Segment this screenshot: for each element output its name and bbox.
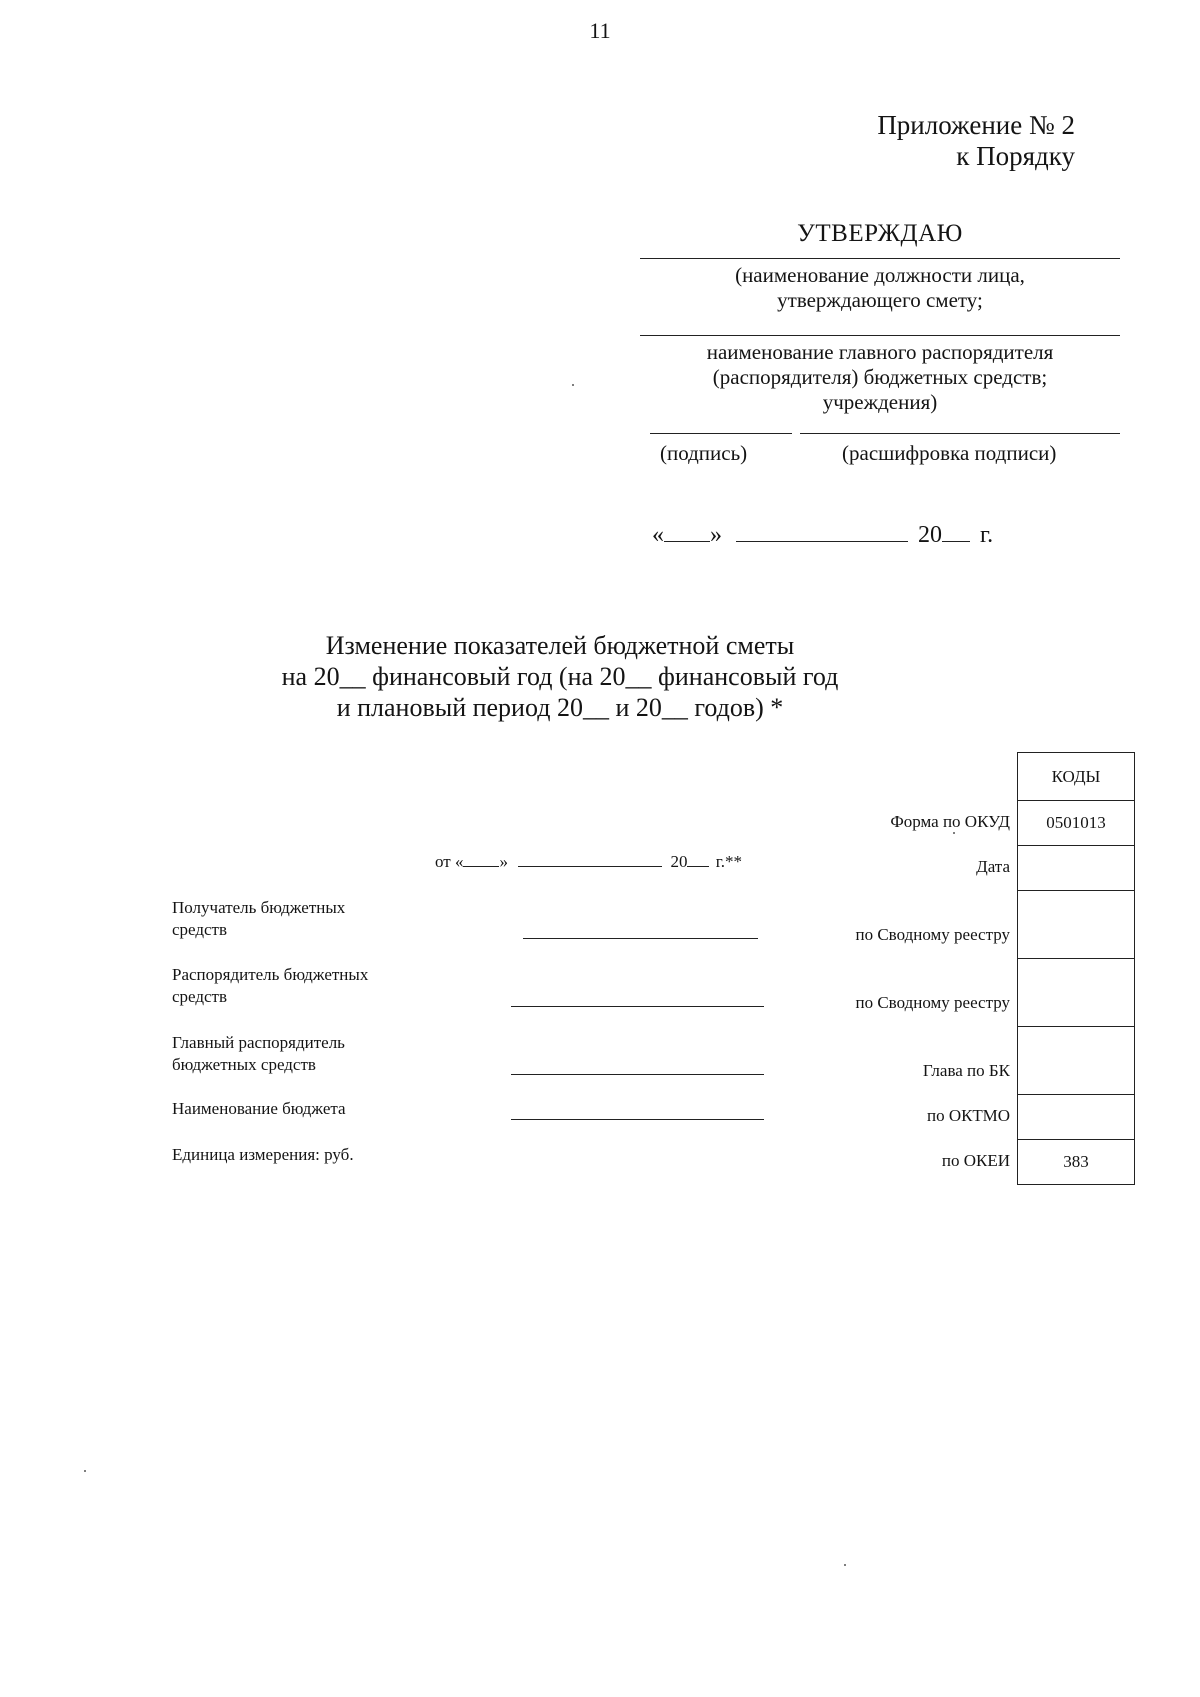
chief-distributor-code-cell	[1018, 1026, 1134, 1094]
distributor-hint-3: учреждения)	[822, 390, 938, 414]
chief-distributor-code-label: Глава по БК	[922, 1061, 1010, 1080]
chief-distributor-label-line-1: Главный распорядитель	[172, 1033, 345, 1052]
distributor-hint-1: наименование главного распорядителя	[706, 340, 1054, 364]
signature-label: (подпись)	[660, 441, 748, 465]
position-hint-1: (наименование должности лица,	[735, 263, 1025, 287]
approval-date	[652, 522, 993, 549]
signature-row	[640, 433, 1120, 493]
position-hint-2: утверждающего смету;	[777, 288, 983, 312]
form-date-year: 20	[670, 852, 688, 871]
document-title-line-3: и плановый период 20__ и 20__ годов) *	[336, 693, 784, 722]
position-line	[640, 258, 1120, 259]
distributor-label	[172, 964, 368, 1008]
form-date-suffix: г.**	[715, 852, 743, 871]
okei-code-label: по ОКЕИ	[941, 1151, 1010, 1170]
document-title-line-2: на 20__ финансовый год (на 20__ финансовый год	[281, 662, 839, 691]
approval-title: УТВЕРЖДАЮ	[797, 220, 963, 247]
okei-code-cell: 383	[1018, 1139, 1134, 1184]
okud-label: Форма по ОКУД	[890, 812, 1010, 831]
unit-label: Единица измерения: руб.	[172, 1145, 354, 1164]
scan-speck	[572, 384, 574, 386]
distributor-fill-line	[511, 1006, 764, 1007]
budget-name-label: Наименование бюджета	[172, 1099, 346, 1118]
year-blank	[942, 527, 970, 542]
date-code-cell	[1018, 845, 1134, 890]
okud-code-cell: 0501013	[1018, 800, 1134, 845]
date-year-prefix: 20	[918, 522, 942, 548]
date-close-quote: »	[710, 522, 722, 548]
chief-distributor-label	[172, 1032, 345, 1076]
distributor-label-line-2: средств	[172, 987, 228, 1006]
form-year-blank	[687, 852, 709, 867]
form-date-prefix: от «	[435, 852, 464, 871]
form-date-row	[435, 852, 742, 872]
chief-distributor-fill-line	[511, 1074, 764, 1075]
scan-speck	[84, 1470, 86, 1472]
date-label: Дата	[976, 857, 1010, 876]
recipient-code-cell	[1018, 890, 1134, 958]
recipient-fill-line	[523, 938, 758, 939]
form-month-blank	[518, 852, 662, 867]
document-title-line-1: Изменение показателей бюджетной сметы	[325, 631, 795, 660]
oktmo-code-cell	[1018, 1094, 1134, 1139]
page-number: 11	[589, 18, 611, 43]
budget-name-fill-line	[511, 1119, 764, 1120]
distributor-label-line-1: Распорядитель бюджетных	[172, 965, 369, 984]
form-date-close-quote: »	[499, 852, 508, 871]
chief-distributor-label-line-2: бюджетных средств	[172, 1055, 316, 1074]
codes-header: КОДЫ	[1051, 766, 1101, 786]
day-blank	[664, 527, 710, 542]
recipient-code-label: по Сводному реестру	[855, 925, 1010, 944]
distributor-line	[640, 335, 1120, 336]
recipient-label	[172, 897, 345, 941]
oktmo-code-label: по ОКТМО	[926, 1106, 1010, 1125]
distributor-hint-2: (распорядителя) бюджетных средств;	[712, 365, 1048, 389]
codes-table	[1017, 752, 1135, 1185]
appendix-reference	[877, 110, 1075, 172]
date-open-quote: «	[652, 522, 664, 548]
scan-speck	[953, 832, 955, 834]
appendix-line-2: к Порядку	[956, 141, 1075, 171]
scan-speck	[844, 1564, 846, 1566]
form-day-blank	[463, 852, 499, 867]
appendix-line-1: Приложение № 2	[877, 110, 1075, 140]
recipient-label-line-2: средств	[172, 920, 228, 939]
date-year-suffix: г.	[980, 522, 994, 548]
signature-line	[650, 433, 792, 434]
distributor-code-cell	[1018, 958, 1134, 1026]
recipient-label-line-1: Получатель бюджетных	[172, 898, 346, 917]
approval-block	[640, 220, 1120, 548]
distributor-code-label: по Сводному реестру	[855, 993, 1010, 1012]
document-title	[160, 630, 960, 723]
month-blank	[736, 527, 908, 542]
signature-decoding-label: (расшифровка подписи)	[842, 441, 1057, 465]
signature-decoding-line	[800, 433, 1120, 434]
